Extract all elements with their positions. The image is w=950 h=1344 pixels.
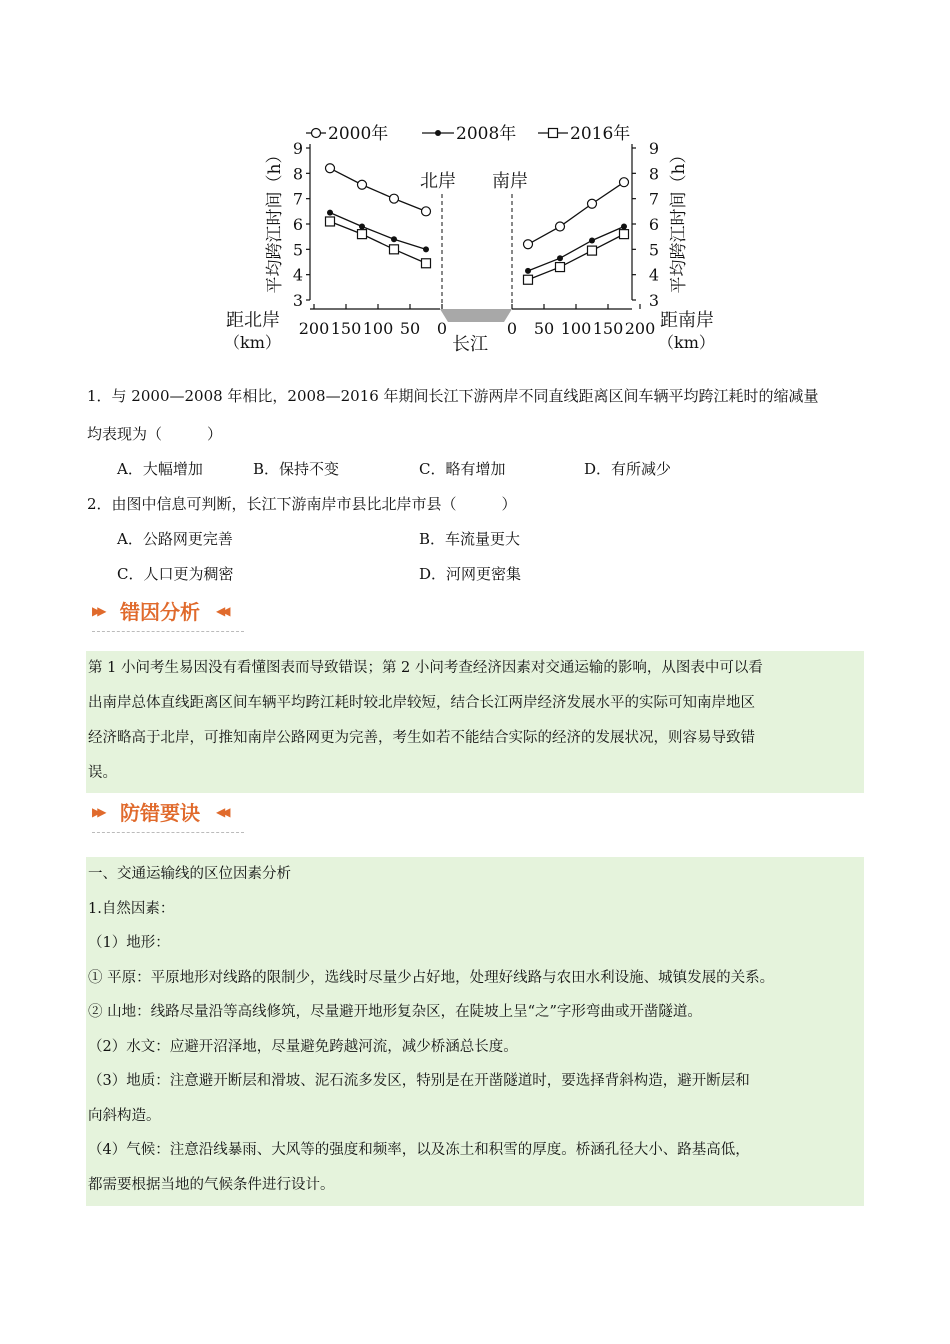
paragraph-line: （2）水文：应避开沼泽地，尽量避免跨越河流，减少桥涵总长度。: [88, 1038, 518, 1055]
question-2-text: 2．由图中信息可判断，长江下游南岸市县比北岸市县（ ）: [87, 495, 517, 513]
x-axis-unit-left: （km）: [224, 333, 281, 352]
paragraph-line: 第 1 小问考生易因没有看懂图表而导致错误；第 2 小问考查经济因素对交通运输的影响，从图表中可以看: [88, 660, 763, 676]
y-tick-label-left: 6: [292, 215, 304, 234]
legend-marker-2008: [435, 130, 441, 136]
data-point-south: [556, 222, 565, 231]
y-tick-label-left: 4: [292, 265, 304, 285]
data-point-south: [620, 178, 629, 187]
legend: [306, 123, 630, 144]
data-point-north: [359, 224, 365, 230]
y-tick-label-right: 3: [648, 291, 660, 310]
paragraph-line: 一、交通运输线的区位因素分析: [88, 866, 291, 882]
paragraph-line: 误。: [88, 765, 117, 781]
data-point-north: [422, 259, 431, 268]
q1-option-c: C．略有增加: [419, 460, 506, 478]
series-line-south-0: [528, 182, 624, 244]
left-arrows-icon: ◀◀: [216, 805, 227, 819]
y-axis-label-right: 平均跨江时间（h）: [669, 146, 689, 294]
x-tick-label-south: 100: [560, 319, 592, 338]
data-point-north: [423, 246, 429, 252]
legend-marker-2016: [549, 129, 558, 138]
y-tick-label-left: 8: [292, 164, 304, 184]
data-point-north: [326, 164, 335, 173]
data-point-south: [524, 275, 533, 284]
y-tick-label-right: 7: [648, 189, 660, 209]
series-line-north-0: [330, 168, 426, 211]
data-point-north: [390, 245, 399, 254]
x-tick-label-south: 150: [592, 319, 624, 338]
north-bank-label: 北岸: [420, 171, 456, 192]
section-header-error-analysis: [92, 598, 244, 632]
y-tick-label-left: 5: [292, 240, 304, 260]
question-1-text: 1．与 2000—2008 年相比，2008—2016 年期间长江下游两岸不同直线距离区间车辆平均跨江耗时的缩减量: [87, 387, 819, 405]
series-line-south-1: [528, 227, 624, 271]
error-analysis-box: [86, 651, 864, 793]
x-axis-unit-right: （km）: [658, 333, 715, 352]
legend-label-2016: 2016年: [570, 124, 631, 144]
south-bank-label: 南岸: [492, 171, 528, 192]
section-header-prevention-tips: [92, 799, 244, 833]
y-tick-label-left: 9: [292, 139, 304, 158]
x-tick-label-north: 100: [362, 319, 394, 338]
legend-label-2008: 2008年: [456, 124, 517, 144]
q1-option-a: A．大幅增加: [117, 460, 203, 478]
y-tick-label-left: 7: [292, 189, 304, 209]
data-point-south: [525, 268, 531, 274]
section-title: 错因分析: [120, 600, 200, 624]
left-arrows-icon: ◀◀: [216, 604, 227, 618]
x-tick-label-north: 200: [298, 319, 330, 338]
q1-option-b: B．保持不变: [253, 460, 340, 478]
data-point-north: [327, 210, 333, 216]
prevention-tips-box: [86, 857, 864, 1206]
paragraph-line: 经济略高于北岸，可推知南岸公路网更为完善，考生如若不能结合实际的经济的发展状况，则容易导致错: [88, 730, 755, 746]
data-point-south: [588, 199, 597, 208]
legend-marker-2000: [312, 129, 321, 138]
section-title: 防错要诀: [120, 801, 200, 825]
paragraph-line: （4）气候：注意沿线暴雨、大风等的强度和频率，以及冻土和积雪的厚度。桥涵孔径大小、路基高低，: [88, 1142, 750, 1158]
data-point-south: [589, 237, 595, 243]
river-label: 长江: [452, 334, 488, 355]
data-point-north: [422, 207, 431, 216]
series-line-north-2: [330, 221, 426, 263]
data-point-south: [620, 230, 629, 239]
q2-option-d: D．河网更密集: [419, 565, 522, 583]
paragraph-line: ② 山地：线路尽量沿等高线修筑，尽量避开地形复杂区，在陡坡上呈“之”字形弯曲或开凿隧道。: [88, 1004, 702, 1020]
paragraph-line: 出南岸总体直线距离区间车辆平均跨江耗时较北岸较短，结合长江两岸经济发展水平的实际可知南岸地区: [88, 695, 755, 711]
x-tick-label-north: 50: [399, 319, 421, 338]
x-axis-label-right: 距南岸: [660, 310, 714, 331]
y-axis-label-left: 平均跨江时间（h）: [265, 146, 285, 294]
x-tick-label-south: 0: [506, 319, 518, 338]
data-point-south: [557, 255, 563, 261]
y-tick-label-right: 6: [648, 215, 660, 234]
data-point-north: [326, 217, 335, 226]
q2-option-b: B．车流量更大: [419, 530, 521, 548]
x-tick-label-north: 0: [436, 319, 448, 338]
x-tick-label-north: 150: [330, 319, 362, 338]
y-tick-label-left: 3: [292, 291, 304, 310]
paragraph-line: 向斜构造。: [88, 1107, 161, 1124]
data-point-north: [390, 194, 399, 203]
data-point-south: [556, 263, 565, 272]
data-point-south: [621, 224, 627, 230]
river-shape: [440, 309, 512, 322]
right-arrows-icon: ▶▶: [92, 604, 103, 618]
paragraph-line: 都需要根据当地的气候条件进行设计。: [88, 1176, 335, 1193]
data-point-north: [358, 180, 367, 189]
paragraph-line: （3）地质：注意避开断层和滑坡、泥石流多发区，特别是在开凿隧道时，要选择背斜构造，避开断层和: [88, 1073, 750, 1089]
series-line-south-2: [528, 234, 624, 280]
data-point-south: [588, 246, 597, 255]
paragraph-line: 1.自然因素：: [88, 900, 175, 917]
paragraph-line: ① 平原：平原地形对线路的限制少，选线时尽量少占好地，处理好线路与农田水利设施、城镇发展的关系。: [88, 969, 775, 986]
q2-option-a: A．公路网更完善: [117, 530, 233, 548]
question-1-text-cont: 均表现为（ ）: [87, 425, 223, 443]
series-line-north-1: [330, 213, 426, 250]
y-tick-label-right: 8: [648, 164, 660, 184]
data-point-south: [524, 240, 533, 249]
q1-option-d: D．有所减少: [584, 460, 672, 478]
x-tick-label-south: 200: [624, 319, 656, 338]
data-point-north: [358, 230, 367, 239]
right-arrows-icon: ▶▶: [92, 805, 103, 819]
legend-label-2000: 2000年: [328, 124, 389, 144]
x-axis-label-left: 距北岸: [226, 310, 280, 331]
y-tick-label-right: 5: [648, 240, 660, 260]
q2-option-c: C．人口更为稠密: [117, 565, 234, 583]
travel-time-chart: [222, 116, 732, 366]
y-tick-label-right: 9: [648, 139, 660, 158]
paragraph-line: （1）地形：: [88, 935, 170, 951]
x-tick-label-south: 50: [533, 319, 555, 338]
y-tick-label-right: 4: [648, 265, 660, 285]
data-point-north: [391, 236, 397, 242]
